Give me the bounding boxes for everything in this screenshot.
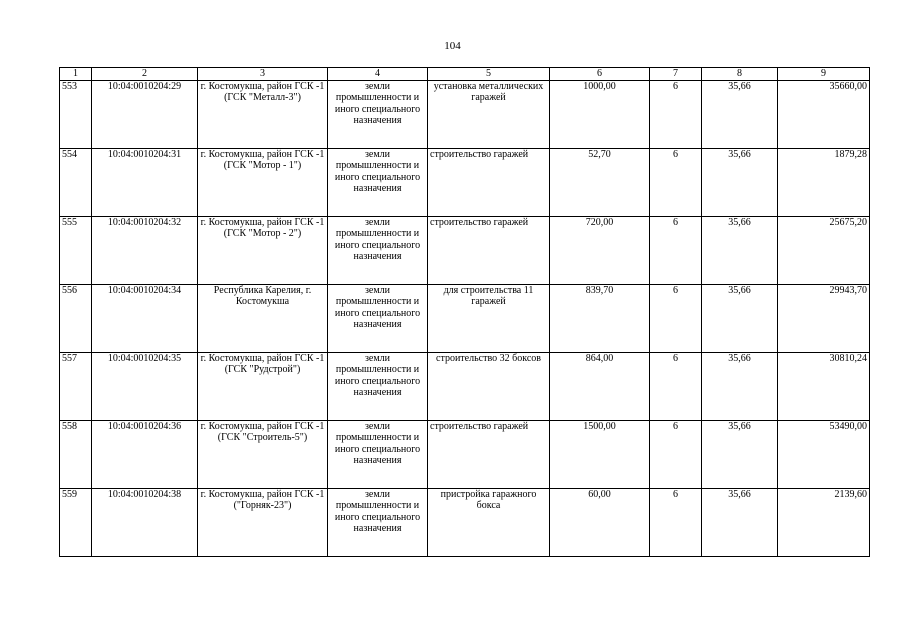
plot-area: 839,70 bbox=[550, 285, 650, 353]
permitted-use: для строительства 11 гаражей bbox=[428, 285, 550, 353]
plot-address: г. Костомукша, район ГСК -1 (ГСК "Строитель-5") bbox=[198, 421, 328, 489]
total-value: 1879,28 bbox=[778, 149, 870, 217]
price-value: 35,66 bbox=[702, 353, 778, 421]
column-header-3: 3 bbox=[198, 68, 328, 81]
plot-address: г. Костомукша, район ГСК -1 (ГСК "Мотор - 1") bbox=[198, 149, 328, 217]
plot-address: г. Костомукша, район ГСК -1 (ГСК "Мотор - 2") bbox=[198, 217, 328, 285]
price-value: 35,66 bbox=[702, 149, 778, 217]
land-category: земли промышленности и иного специального назначения bbox=[328, 217, 428, 285]
permitted-use: строительство 32 боксов bbox=[428, 353, 550, 421]
price-value: 35,66 bbox=[702, 285, 778, 353]
column-header-5: 5 bbox=[428, 68, 550, 81]
column-header-4: 4 bbox=[328, 68, 428, 81]
rate-value: 6 bbox=[650, 81, 702, 149]
rate-value: 6 bbox=[650, 149, 702, 217]
plot-address: г. Костомукша, район ГСК -1 ("Горняк-23") bbox=[198, 489, 328, 557]
plot-area: 60,00 bbox=[550, 489, 650, 557]
land-plots-table bbox=[59, 67, 870, 557]
column-header-8: 8 bbox=[702, 68, 778, 81]
cadastral-number: 10:04:0010204:35 bbox=[92, 353, 198, 421]
total-value: 30810,24 bbox=[778, 353, 870, 421]
land-category: земли промышленности и иного специального назначения bbox=[328, 81, 428, 149]
table-header-row bbox=[60, 68, 870, 81]
row-number: 554 bbox=[60, 149, 92, 217]
land-category: земли промышленности и иного специального назначения bbox=[328, 149, 428, 217]
column-header-2: 2 bbox=[92, 68, 198, 81]
total-value: 53490,00 bbox=[778, 421, 870, 489]
row-number: 555 bbox=[60, 217, 92, 285]
table-row bbox=[60, 81, 870, 149]
land-category: земли промышленности и иного специального назначения bbox=[328, 353, 428, 421]
cadastral-number: 10:04:0010204:38 bbox=[92, 489, 198, 557]
table-row bbox=[60, 489, 870, 557]
permitted-use: строительство гаражей bbox=[428, 149, 550, 217]
permitted-use: пристройка гаражного бокса bbox=[428, 489, 550, 557]
row-number: 553 bbox=[60, 81, 92, 149]
price-value: 35,66 bbox=[702, 217, 778, 285]
plot-area: 1000,00 bbox=[550, 81, 650, 149]
plot-address: г. Костомукша, район ГСК -1 (ГСК "Металл-3") bbox=[198, 81, 328, 149]
column-header-6: 6 bbox=[550, 68, 650, 81]
plot-area: 52,70 bbox=[550, 149, 650, 217]
total-value: 25675,20 bbox=[778, 217, 870, 285]
land-category: земли промышленности и иного специального назначения bbox=[328, 285, 428, 353]
price-value: 35,66 bbox=[702, 489, 778, 557]
table-row bbox=[60, 353, 870, 421]
total-value: 35660,00 bbox=[778, 81, 870, 149]
column-header-1: 1 bbox=[60, 68, 92, 81]
permitted-use: установка металлических гаражей bbox=[428, 81, 550, 149]
plot-area: 720,00 bbox=[550, 217, 650, 285]
plot-address: Республика Карелия, г. Костомукша bbox=[198, 285, 328, 353]
plot-area: 864,00 bbox=[550, 353, 650, 421]
row-number: 558 bbox=[60, 421, 92, 489]
cadastral-number: 10:04:0010204:36 bbox=[92, 421, 198, 489]
plot-address: г. Костомукша, район ГСК -1 (ГСК "Рудстрой") bbox=[198, 353, 328, 421]
cadastral-number: 10:04:0010204:31 bbox=[92, 149, 198, 217]
permitted-use: строительство гаражей bbox=[428, 217, 550, 285]
row-number: 557 bbox=[60, 353, 92, 421]
row-number: 556 bbox=[60, 285, 92, 353]
plot-area: 1500,00 bbox=[550, 421, 650, 489]
total-value: 2139,60 bbox=[778, 489, 870, 557]
price-value: 35,66 bbox=[702, 421, 778, 489]
rate-value: 6 bbox=[650, 217, 702, 285]
table-row bbox=[60, 285, 870, 353]
rate-value: 6 bbox=[650, 489, 702, 557]
page-number: 104 bbox=[444, 40, 461, 52]
land-category: земли промышленности и иного специального назначения bbox=[328, 421, 428, 489]
column-header-9: 9 bbox=[778, 68, 870, 81]
rate-value: 6 bbox=[650, 353, 702, 421]
rate-value: 6 bbox=[650, 421, 702, 489]
cadastral-number: 10:04:0010204:34 bbox=[92, 285, 198, 353]
table-row bbox=[60, 421, 870, 489]
row-number: 559 bbox=[60, 489, 92, 557]
land-category: земли промышленности и иного специального назначения bbox=[328, 489, 428, 557]
permitted-use: строительство гаражей bbox=[428, 421, 550, 489]
table-row bbox=[60, 217, 870, 285]
rate-value: 6 bbox=[650, 285, 702, 353]
table-row bbox=[60, 149, 870, 217]
cadastral-number: 10:04:0010204:29 bbox=[92, 81, 198, 149]
total-value: 29943,70 bbox=[778, 285, 870, 353]
cadastral-number: 10:04:0010204:32 bbox=[92, 217, 198, 285]
column-header-7: 7 bbox=[650, 68, 702, 81]
price-value: 35,66 bbox=[702, 81, 778, 149]
